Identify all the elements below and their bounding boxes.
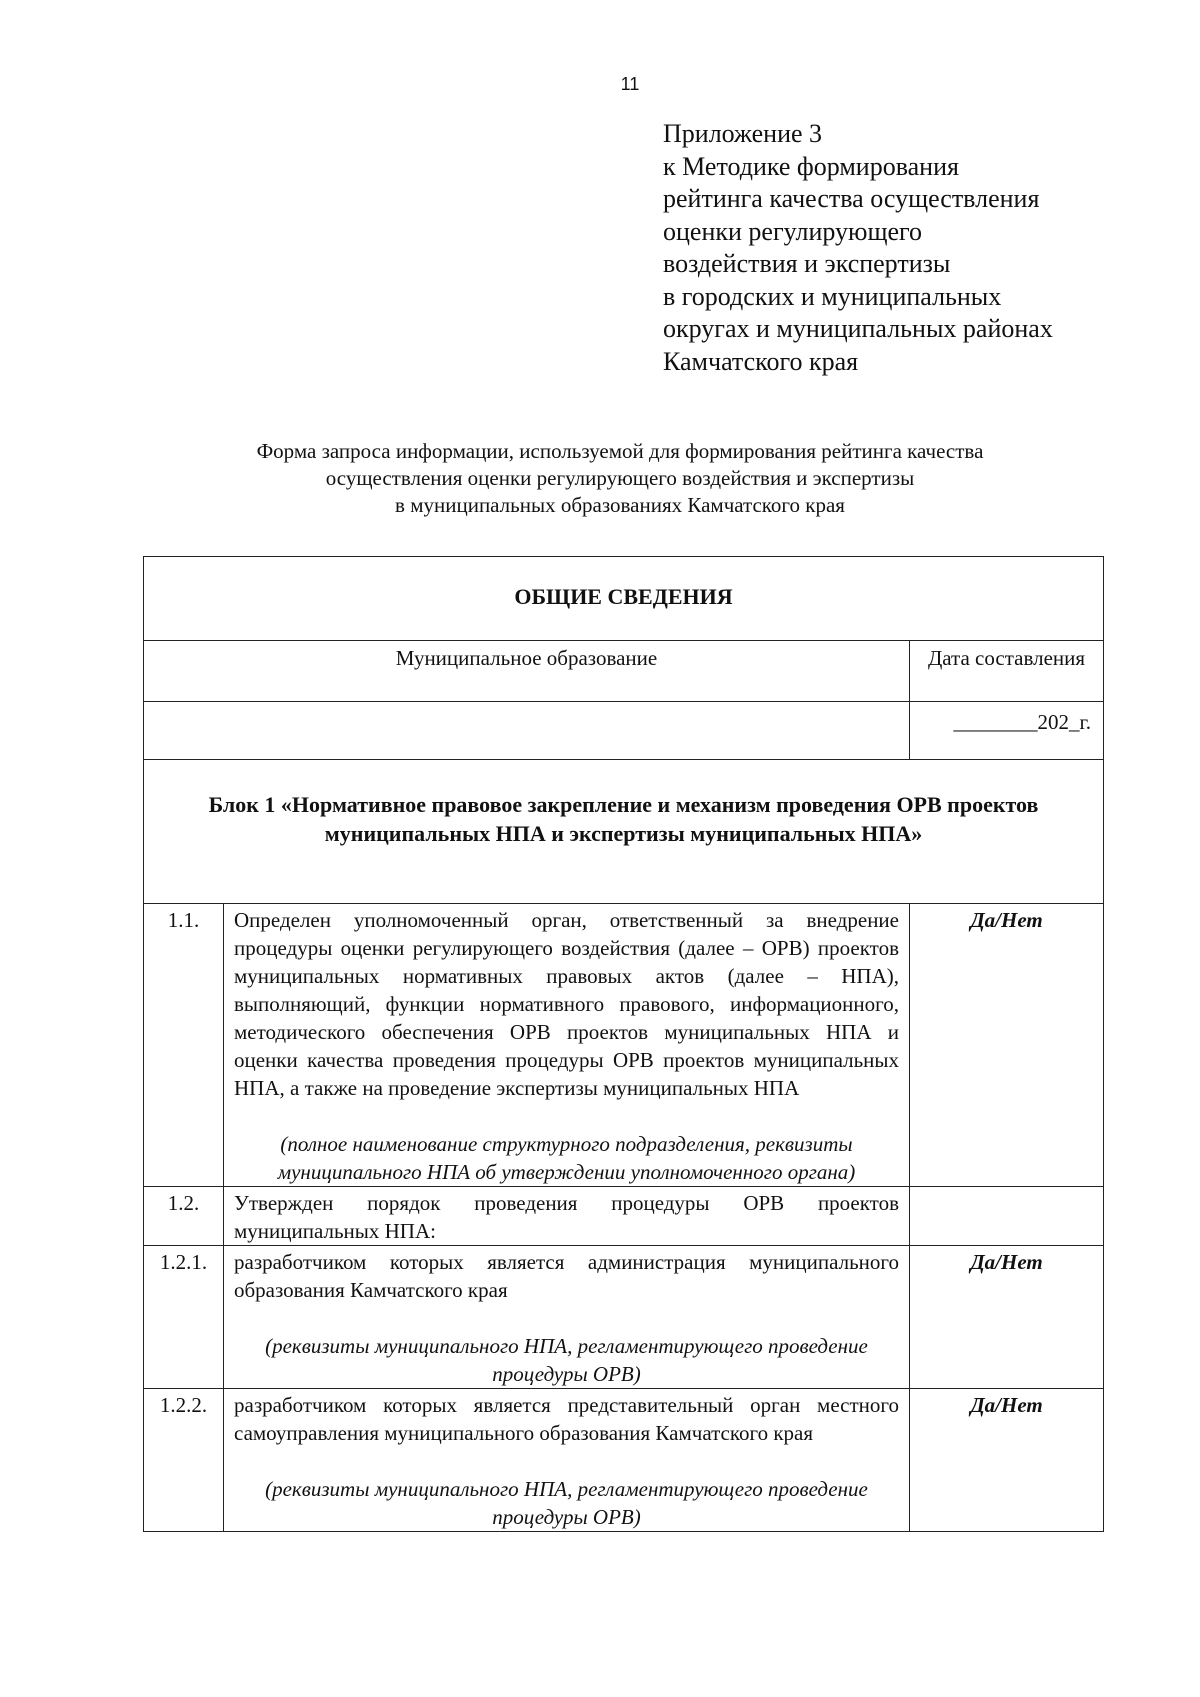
row-answer[interactable]: Да/Нет <box>910 1246 1104 1389</box>
row-number: 1.2. <box>144 1187 224 1246</box>
table-row <box>144 1389 1104 1532</box>
row-text-cell <box>224 1389 910 1532</box>
table-row <box>144 904 1104 1187</box>
table-row <box>144 1187 1104 1246</box>
row-text-cell <box>224 1187 910 1246</box>
appendix-line: оценки регулирующего <box>663 216 923 246</box>
row-text: Утвержден порядок проведения процедуры ОРВ проектов муниципальных НПА: <box>234 1191 899 1243</box>
appendix-line: к Методике формирования <box>663 151 959 181</box>
appendix-line: в городских и муниципальных <box>663 281 1002 311</box>
appendix-line: воздействия и экспертизы <box>663 249 951 278</box>
row-text: Определен уполномоченный орган, ответственный за внедрение процедуры оценки регулирующего воздействия (далее – ОРВ) проектов муниципальных нормативных правовых актов (далее – НПА), выполняющий, функции нормативного правового, информационного, методического обеспечения ОРВ проектов муниципальных НПА и оценки качества проведения процедуры ОРВ проектов муниципальных НПА, а также на проведение экспертизы муниципальных НПА <box>234 908 899 1100</box>
municipality-value-cell[interactable] <box>144 702 910 760</box>
appendix-line: округах и муниципальных районах <box>663 314 1053 343</box>
appendix-heading <box>663 118 1143 378</box>
row-text: разработчиком которых является администрация муниципального образования Камчатского края <box>234 1250 899 1302</box>
row-answer[interactable]: Да/Нет <box>910 1389 1104 1532</box>
row-note: (полное наименование структурного подразделения, реквизиты муниципального НПА об утверждении уполномоченного органа) <box>277 1132 856 1184</box>
form-title-line: Форма запроса информации, используемой для формирования рейтинга качества <box>256 439 984 463</box>
row-text-cell <box>224 1246 910 1389</box>
row-number: 1.1. <box>144 904 224 1187</box>
appendix-line: Приложение 3 <box>663 119 823 148</box>
appendix-line: рейтинга качества осуществления <box>663 184 1040 213</box>
row-note: (реквизиты муниципального НПА, регламентирующего проведение процедуры ОРВ) <box>265 1477 868 1529</box>
form-title-line: осуществления оценки регулирующего воздействия и экспертизы <box>325 466 915 490</box>
appendix-line: Камчатского края <box>663 346 859 376</box>
block1-heading: Блок 1 «Нормативное правовое закрепление и механизм проведения ОРВ проектов муниципальных НПА и экспертизы муниципальных НПА» <box>144 760 1104 904</box>
row-answer[interactable]: Да/Нет <box>910 904 1104 1187</box>
row-text: разработчиком которых является представительный орган местного самоуправления муниципального образования Камчатского края <box>234 1393 899 1445</box>
general-info-heading: ОБЩИЕ СВЕДЕНИЯ <box>144 557 1104 641</box>
date-header: Дата составления <box>910 641 1104 702</box>
page-number: 11 <box>620 74 640 94</box>
municipality-header: Муниципальное образование <box>144 641 910 702</box>
form-table <box>143 556 1104 1532</box>
row-answer <box>910 1187 1104 1246</box>
form-title <box>140 438 1100 519</box>
row-number: 1.2.2. <box>144 1389 224 1532</box>
form-title-line: в муниципальных образованиях Камчатского края <box>395 493 845 517</box>
table-row <box>144 1246 1104 1389</box>
row-note: (реквизиты муниципального НПА, регламентирующего проведение процедуры ОРВ) <box>265 1334 868 1386</box>
date-value[interactable]: ________202_г. <box>910 702 1104 760</box>
row-text-cell <box>224 904 910 1187</box>
row-number: 1.2.1. <box>144 1246 224 1389</box>
